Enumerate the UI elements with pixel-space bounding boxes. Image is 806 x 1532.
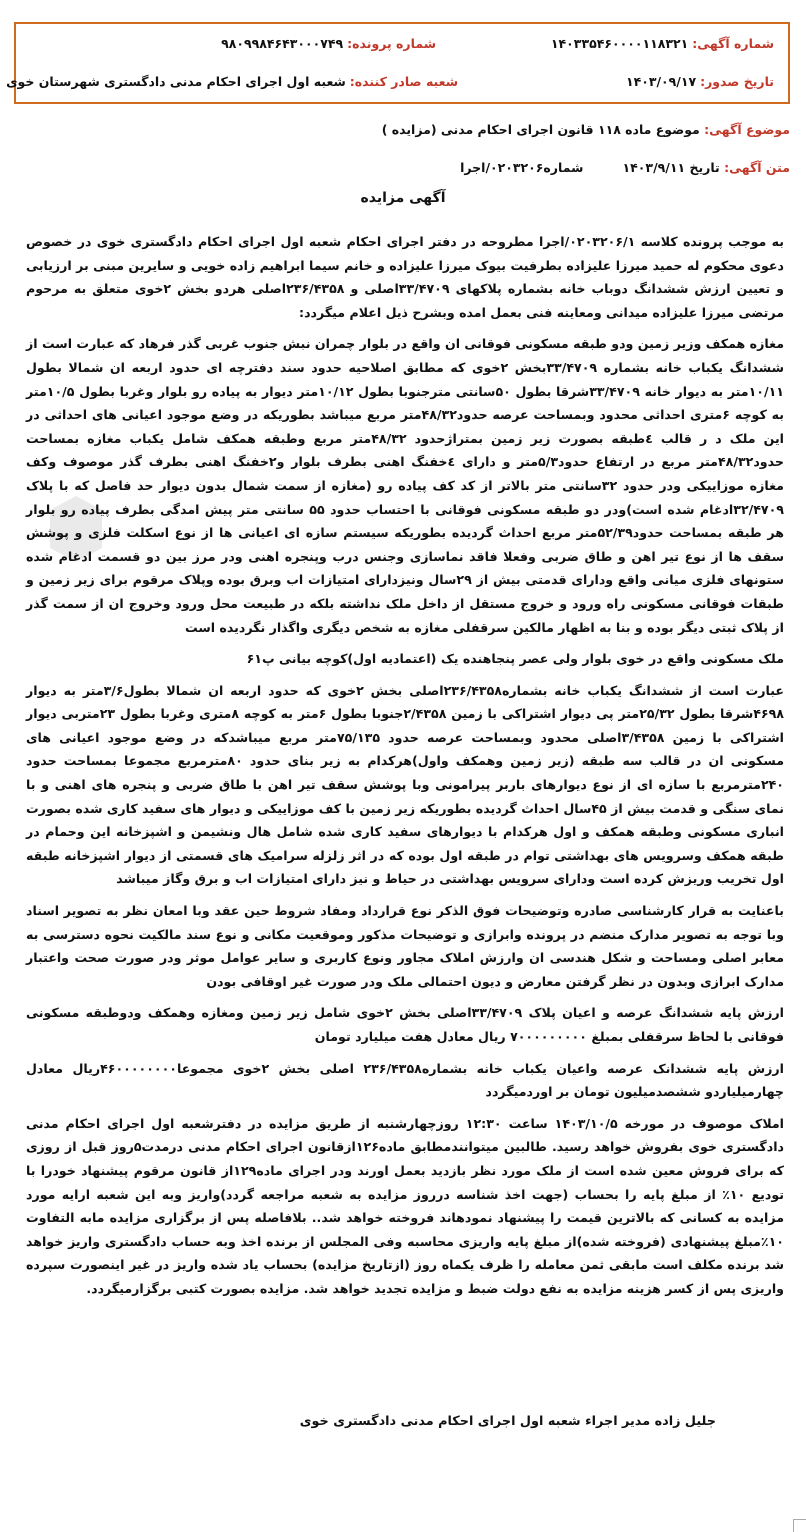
signature: جلیل زاده مدیر اجراء شعبه اول اجرای احکام مدنی دادگستری خوی [299,1414,716,1429]
file-number: ۹۸۰۹۹۸۴۶۴۳۰۰۰۷۴۹ [221,36,344,51]
paragraph-intro: به موجب پرونده کلاسه ۰۲۰۳۲۰۶/۱/اجرا مطروحه در دفتر اجرای احکام شعبه اول اجرای احکام دادگستری خوی در خصوص دعوی محکوم له حمید میرزا علیزاده بطرفیت بیوک میرزا علیزاده و خانم سیما ابراهیم زاده خویی و سایرین مبنی بر ارزیابی و تعیین ارزش ششدانگ دوباب خانه بشماره پلاکهای ۳۳/۴۷۰۹اصلی و ۲۳۶/۴۳۵۸اصلی هردو بخش ۲خوی متعلق به مرحوم مرتضی میرزا علیزاده میدانی ومعاینه فنی بعمل امده وبشرح ذیل اعلام میگردد: [26,234,785,320]
paragraph-property-1: مغازه همکف وزیر زمین ودو طبقه مسکونی فوقانی ان واقع در بلوار چمران نبش جنوب غربی گذر فرهاد که عبارت است از ششدانگ یکباب خانه بشماره ۳۳/۴۷۰۹بخش ۲خوی که مطابق اصلاحیه حدود سند دفترچه ای حدود اربعه ان شمالا بطول ۱۰/۱۱متر به دیوار خانه ۳۳/۴۷۰۹شرقا بطول ۵۰سانتی مترجنوبا بطول ۱۰/۱۲متر دیوار به پیاده رو بلوار وغربا بطول ۱۰/۵متر به کوچه ۶متری احداثی محدود وبمساحت عرصه حدود۴۸/۳۲متر مربع میباشد بطوریکه در وضع موجود اعیانی های احداثی در این ملک د ر قالب ٤طبقه بصورت زیر زمین بمتراژحدود ۴۸/۳۲متر مربع وطبقه همکف شامل یکباب مغازه بمساحت حدود۴۸/۳۲متر مربع در ارتفاع حدود۵/۳متر و دارای ٤خفنگ اهنی بطرف بلوار و۲خفنگ اهنی بطرف گذر موصوف وکف مغازه موزاییکی ودر حدود ۳۲سانتی متر بالاتر از کد کف پیاده رو (مغازه از سمت شمال بدون دیوار حد فاصل که با پلاک ۳۲/۴۷۰۹ادغام شده است)ودر دو طبقه مسکونی فوقانی با احتساب حدود ۵۵ سانتی متر پیش امدگی بطرف پیاده رو بلوار هر طبقه بمساحت حدود۵۲/۳۹متر مربع احداث گردیده بطوریکه سیستم سازه ای اعیانی ها از نوع اسکلت فلزی و پوشش سقف ها از نوع تیر اهن و طاق ضربی وفعلا فاقد نماسازی وجنس درب وپنجره اهنی ودر مرز بین دو قسمت ادغام شده ستونهای فلزی میانی واقع ودارای قدمتی بیش از ۲۹سال ونیزدارای امتیازات اب وبرق بوده وپلاک مرقوم برای زیر زمین و طبقات فوقانی مسکونی راه ورود و خروج مستقل از داخل ملک نداشته بلکه در طبیعت محل ورود وخروج ان از سمت گذر از پلاک ثبتی دیگر بوده و بنا به اظهار مالکین سرقفلی مغازه به شخص دیگری واگذار نگردیده است [26,336,784,635]
paragraph-property-2: عبارت است از ششدانگ یکباب خانه بشماره۲۳۶/۴۳۵۸اصلی بخش ۲خوی که حدود اربعه ان شمالا بطول۳/۶متر به دیوار ۴۶۹۸شرقا بطول ۲۵/۳۲متر پی دیوار اشتراکی با زمین ۲/۴۳۵۸جنوبا بطول ۶متر به کوچه ۸متری وغربا بطول ۲۳متربی دیوار اشتراکی با زمین ۳/۴۳۵۸اصلی محدود وبمساحت عرصه حدود ۷۵/۱۳۵متر مربع میباشدکه در وضع موجود اعیانی های مسکونی ان در قالب سه طبقه (زیر زمین وهمکف واول)هرکدام به زیر بنای حدود ۸۰مترمربع مجموعا بمساحت حدود ۲۴۰مترمربع با سازه ای از نوع دیوارهای باربر پیرامونی وبا پوشش سقف تیر اهن با طاق ضربی و پنجره های اهنی و با نمای سنگی و قدمت بیش از ۴۵سال احداث گردیده بطوریکه زیر زمین با کف موزاییکی و دیوار های سفید کاری شده بصورت انباری مسکونی وطبقه همکف و اول هرکدام با دیوارهای سفید کاری شده شامل هال ونشیمن و اشپزخانه این وحمام در طبقه همکف وسرویس های بهداشتی توام در طبقه اول بوده که در اثر زلزله سرامیک های قسمتی از دیوار اشپزخانه طبقه اول تخریب وریزش کرده است ودارای سرویس بهداشتی در حیاط و نیز دارای امتیازات اب و برق وگاز میباشد [26,682,785,887]
notice-body [26,230,784,1309]
subject-label: موضوع آگهی: [704,122,790,137]
notice-text-label: متن آگهی: [724,160,790,175]
issue-date-label: تاریخ صدور: [700,74,774,89]
header-box [6,22,790,104]
paragraph-value-1: ارزش پایه ششدانگ عرصه و اعیان پلاک ۳۳/۴۷۰۹اصلی بخش ۲خوی شامل زیر زمین ومغازه وهمکف ودوطبقه مسکونی فوقانی با لحاظ سرقفلی بمبلغ ۷۰۰۰۰۰۰۰۰۰ ریال معادل هفت میلیارد تومان [26,1005,785,1044]
paragraph-appraisal: باعنایت به قرار کارشناسی صادره وتوضیحات فوق الذکر نوع قرارداد ومفاد شروط حین عقد وبا امعان نظر به تصویر اسناد وبا توجه به تصویر مدارک منضم در پرونده وابرازی و توضیحات مذکور وموقعیت مکانی و نوع سند مالکیت نحوه دسترسی به معابر اصلی ومساحت و شکل هندسی ان وارزش املاک مجاور ونوع کاربری و سایر عوامل موثر ودر صورت صحت واعتبار مدارک ابرازی وبدون در نظر گرفتن معارض و دیون احتمالی ملک ودر صورت غیر اوقافی بودن [26,903,784,989]
issue-date: ۱۴۰۳/۰۹/۱۷ [625,74,697,89]
page-title: آگهی مزایده [360,190,446,206]
notice-text-date: تاریخ ۱۴۰۳/۹/۱۱ [622,160,720,175]
paragraph-auction-terms: املاک موصوف در مورخه ۱۴۰۳/۱۰/۵ ساعت ۱۲:۳۰ روزچهارشنبه از طریق مزایده در دفترشعبه اول اجرای احکام مدنی دادگستری خوی بفروش خواهد رسید. طالبین میتوانندمطابق ماده۱۲۶ازقانون اجرای احکام مدنی درمدت۵روز قبل از روزی که برای فروش معین شده است از ملک مورد نظر بازدید بعمل اورند ودر اجرای ماده۱۲۹از قانون مرقوم پیشنهاد خودرا با تودیع ۱۰٪ از مبلغ پایه را بحساب (جهت اخذ شناسه درروز مزایده به شعبه مراجعه گردد)واریز وبه این شعبه ارایه مورد مزایده به کسانی که بالاترین قیمت را پیشنهاد نمودهاند فروخته خواهد شد.. بلافاصله پس از برگزاری مزایده مابه التفاوت ۱۰٪مبلغ پیشنهادی (فروخته شده)از مبلغ پایه واریزی محاسبه وفی المجلس از برنده اخذ وبه حساب دادگستری واریز خواهد شد برنده مکلف است مابقی ثمن معامله را ظرف یکماه روز (ازتاریخ مزایده) بحساب یاد شده واریز در غیر اینصورت سپرده واریزی پس از کسر هزینه مزایده به نفع دولت ضبط و مزایده تجدید خواهد شد. مزایده بصورت کتبی برگزارمیگردد. [26,1115,785,1296]
resize-corner-icon [793,1519,806,1532]
notice-text-number: شماره۰۲۰۳۲۰۶/اجرا [460,160,584,175]
paragraph-property-2-title: ملک مسکونی واقع در خوی بلوار ولی عصر پنجاهنده یک (اعتمادیه اول)کوچه بیانی پ۶۱ [246,651,784,667]
issue-date-row [626,74,774,89]
issuer-label: شعبه صادر کننده: [349,74,458,89]
notice-number-label: شماره آگهی: [692,36,774,51]
paragraph-value-2: ارزش پایه ششدانک عرصه واعیان یکباب خانه بشماره۲۳۶/۴۳۵۸ اصلی بخش ۲خوی مجموعا۴۶۰۰۰۰۰۰۰۰ریال معادل چهارمیلیاردو ششصدمیلیون تومان بر اوردمیگردد [26,1060,784,1100]
issuer-row [6,74,458,89]
notice-text-line [460,160,790,175]
subject-line [382,122,790,137]
notice-number-row [551,36,774,51]
notice-number: ۱۴۰۳۳۵۴۶۰۰۰۰۱۱۸۳۲۱ [550,36,689,51]
issuer: شعبه اول اجرای احکام مدنی دادگستری شهرستان خوی [6,74,346,89]
file-number-label: شماره پرونده: [347,36,436,51]
file-number-row [221,36,436,51]
subject-value: موضوع ماده ۱۱۸ قانون اجرای احکام مدنی (مزایده ) [381,122,700,137]
